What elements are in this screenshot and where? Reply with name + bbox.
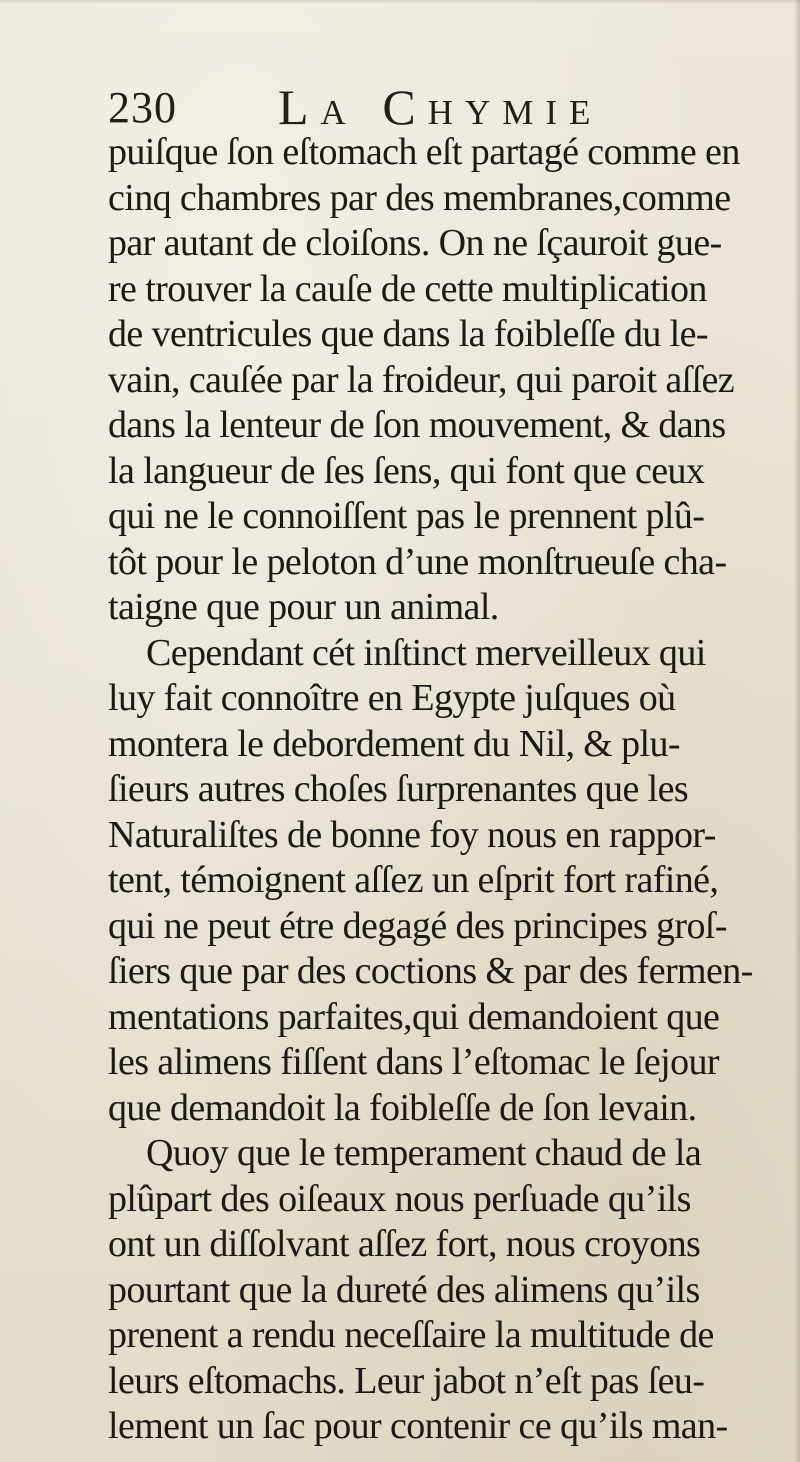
text-line: luy fait connoître en Egypte juſques où <box>108 677 676 719</box>
text-line: qui ne le connoiſſent pas le prennent plû- <box>108 495 705 537</box>
text-line: mentations parfaites,qui demandoient que <box>108 995 720 1038</box>
text-line: vain, cauſée par la froideur, qui paroit aſſez <box>108 358 735 401</box>
text-line: de ventricules que dans la foibleſſe du le- <box>108 313 708 355</box>
text-line: les alimens fiſſent dans l’eſtomac le ſejour <box>108 1041 719 1083</box>
text-line: tôt pour le peloton d’une monſtrueuſe cha- <box>108 540 727 583</box>
text-line: prenent a rendu neceſſaire la multitude de <box>108 1314 714 1356</box>
text-line: Naturaliſtes de bonne foy nous en rappor- <box>108 813 716 856</box>
text-line: Quoy que le temperament chaud de la <box>146 1132 702 1174</box>
text-line: puiſque ſon eſtomach eſt partagé comme en <box>108 131 740 173</box>
text-line: pourtant que la dureté des alimens qu’ils <box>108 1268 700 1311</box>
text-line: lement un ſac pour contenir ce qu’ils man- <box>108 1405 728 1447</box>
text-line: plûpart des oiſeaux nous perſuade qu’ils <box>108 1177 691 1220</box>
text-line: Cependant cét inſtinct merveilleux qui <box>146 631 706 674</box>
text-line: ſieurs autres choſes ſurprenantes que les <box>108 768 689 810</box>
text-line: la langueur de ſes ſens, qui font que ceux <box>108 449 705 492</box>
text-line: taigne que pour un animal. <box>108 586 499 628</box>
running-title: La Chymie <box>278 79 603 135</box>
page-top-edge <box>0 0 800 4</box>
text-line: que demandoit la foibleſſe de ſon levain. <box>108 1086 697 1129</box>
text-line: re trouver la cauſe de cette multiplication <box>108 267 707 310</box>
page-right-edge <box>794 0 800 1462</box>
text-line: dans la lenteur de ſon mouvement, & dans <box>108 404 726 446</box>
text-line: ont un diſſolvant aſſez fort, nous croyons <box>108 1223 701 1265</box>
body-text <box>108 130 770 1450</box>
text-line: montera le debordement du Nil, & plu- <box>108 722 680 765</box>
text-line: qui ne peut étre degagé des principes groſ- <box>108 904 727 947</box>
text-line: ſiers que par des coctions & par des fermen- <box>108 950 753 992</box>
page-number: 230 <box>108 83 177 132</box>
text-line: leurs eſtomachs. Leur jabot n’eſt pas ſeu- <box>108 1359 705 1402</box>
text-line: tent, témoignent aſſez un eſprit fort rafiné, <box>108 859 719 901</box>
text-line: par autant de cloiſons. On ne ſçauroit gue- <box>108 222 722 264</box>
text-line: cinq chambres par des membranes,comme <box>108 176 731 219</box>
